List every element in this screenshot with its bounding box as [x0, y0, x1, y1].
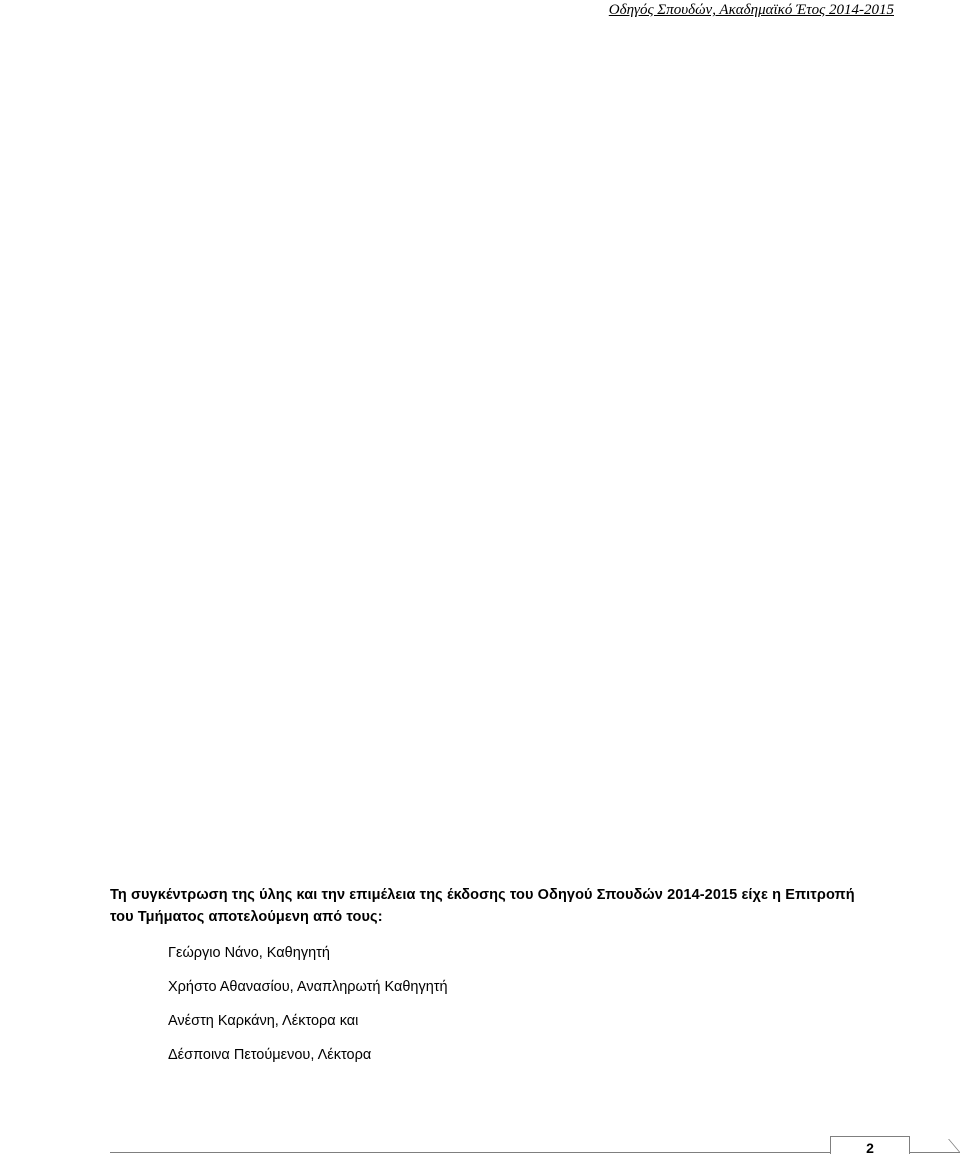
- committee-intro-line-1: Τη συγκέντρωση της ύλης και την επιμέλεια της έκδοσης του Οδηγού Σπουδών 2014-2015 είχε η Επιτροπή: [110, 887, 855, 903]
- committee-intro: [110, 884, 910, 928]
- committee-intro-line-2: του Τμήματος αποτελούμενη από τους:: [110, 909, 383, 925]
- page-number: 2: [830, 1136, 910, 1154]
- committee-member: Ανέστη Καρκάνη, Λέκτορα και: [168, 1013, 359, 1029]
- committee-member: Γεώργιο Νάνο, Καθηγητή: [168, 945, 330, 961]
- committee-member: Χρήστο Αθανασίου, Αναπληρωτή Καθηγητή: [168, 979, 448, 995]
- committee-members-list: [168, 944, 448, 1080]
- footer-decoration: [930, 1139, 960, 1152]
- running-header-title: Οδηγός Σπουδών, Ακαδημαϊκό Έτος 2014-2015: [608, 2, 894, 18]
- committee-member: Δέσποινα Πετούμενου, Λέκτορα: [168, 1047, 372, 1063]
